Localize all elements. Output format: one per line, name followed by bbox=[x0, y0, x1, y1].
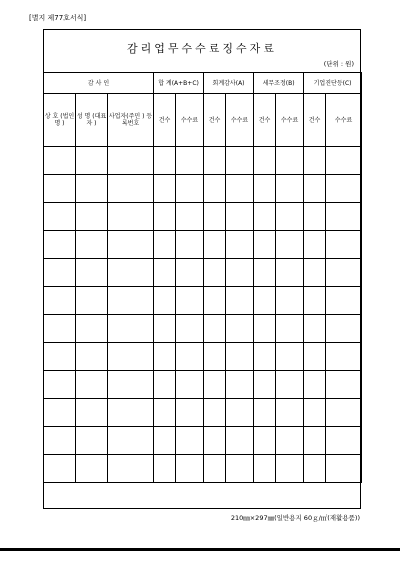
entry-cell[interactable] bbox=[276, 203, 304, 231]
entry-cell[interactable] bbox=[76, 287, 108, 315]
entry-cell[interactable] bbox=[304, 343, 326, 371]
entry-cell[interactable] bbox=[108, 175, 154, 203]
entry-cell[interactable] bbox=[176, 231, 204, 259]
entry-cell[interactable] bbox=[76, 427, 108, 455]
entry-cell[interactable] bbox=[76, 371, 108, 399]
entry-cell[interactable] bbox=[76, 315, 108, 343]
entry-cell[interactable] bbox=[76, 343, 108, 371]
entry-cell[interactable] bbox=[176, 147, 204, 175]
entry-cell[interactable] bbox=[44, 371, 76, 399]
entry-cell[interactable] bbox=[226, 203, 254, 231]
entry-cell[interactable] bbox=[254, 427, 276, 455]
entry-cell[interactable] bbox=[276, 455, 304, 483]
entry-cell[interactable] bbox=[176, 287, 204, 315]
table-row bbox=[44, 371, 362, 399]
entry-cell[interactable] bbox=[254, 175, 276, 203]
entry-cell[interactable] bbox=[76, 231, 108, 259]
entry-cell[interactable] bbox=[204, 399, 226, 427]
entry-cell[interactable] bbox=[176, 315, 204, 343]
entry-cell[interactable] bbox=[254, 399, 276, 427]
entry-cell[interactable] bbox=[76, 399, 108, 427]
entry-cell[interactable] bbox=[154, 315, 176, 343]
entry-cell[interactable] bbox=[154, 371, 176, 399]
entry-cell[interactable] bbox=[304, 175, 326, 203]
entry-cell[interactable] bbox=[154, 203, 176, 231]
entry-cell[interactable] bbox=[44, 427, 76, 455]
unit-note: (단위 : 원) bbox=[323, 60, 354, 68]
entry-cell[interactable] bbox=[176, 371, 204, 399]
entry-cell[interactable] bbox=[204, 455, 226, 483]
entry-cell[interactable] bbox=[326, 315, 362, 343]
entry-cell[interactable] bbox=[326, 259, 362, 287]
entry-cell[interactable] bbox=[276, 427, 304, 455]
entry-cell[interactable] bbox=[276, 371, 304, 399]
entry-cell[interactable] bbox=[204, 259, 226, 287]
entry-cell[interactable] bbox=[254, 147, 276, 175]
entry-cell[interactable] bbox=[44, 315, 76, 343]
entry-cell[interactable] bbox=[226, 259, 254, 287]
entry-cell[interactable] bbox=[44, 259, 76, 287]
entry-cell[interactable] bbox=[154, 175, 176, 203]
entry-cell[interactable] bbox=[326, 175, 362, 203]
entry-cell[interactable] bbox=[108, 287, 154, 315]
table-row bbox=[44, 399, 362, 427]
entry-cell[interactable] bbox=[254, 455, 276, 483]
entry-cell[interactable] bbox=[154, 427, 176, 455]
entry-cell[interactable] bbox=[276, 147, 304, 175]
entry-cell[interactable] bbox=[176, 427, 204, 455]
entry-cell[interactable] bbox=[326, 343, 362, 371]
entry-cell[interactable] bbox=[154, 231, 176, 259]
entry-cell[interactable] bbox=[108, 427, 154, 455]
entry-cell[interactable] bbox=[176, 203, 204, 231]
bottom-rule bbox=[0, 548, 400, 551]
table-row bbox=[44, 455, 362, 483]
table-row bbox=[44, 343, 362, 371]
entry-cell[interactable] bbox=[304, 147, 326, 175]
form-title: 감리업무수수료징수자료 bbox=[127, 42, 277, 55]
tax-b-header: 세무조정(B) bbox=[254, 73, 304, 94]
entry-cell[interactable] bbox=[204, 427, 226, 455]
entry-cell[interactable] bbox=[204, 287, 226, 315]
entry-cell[interactable] bbox=[44, 343, 76, 371]
entry-cell[interactable] bbox=[76, 203, 108, 231]
representative-header: 성 명 (대표자 ) bbox=[76, 94, 108, 147]
entry-cell[interactable] bbox=[204, 315, 226, 343]
count-header: 건수 bbox=[254, 94, 276, 147]
entry-cell[interactable] bbox=[44, 287, 76, 315]
entry-cell[interactable] bbox=[304, 315, 326, 343]
entry-cell[interactable] bbox=[204, 231, 226, 259]
entry-cell[interactable] bbox=[154, 287, 176, 315]
entry-cell[interactable] bbox=[254, 371, 276, 399]
entry-cell[interactable] bbox=[276, 315, 304, 343]
table-row bbox=[44, 259, 362, 287]
fee-header: 수수료 bbox=[226, 94, 254, 147]
entry-cell[interactable] bbox=[108, 343, 154, 371]
entry-cell[interactable] bbox=[226, 427, 254, 455]
entry-cell[interactable] bbox=[176, 455, 204, 483]
fee-header: 수수료 bbox=[176, 94, 204, 147]
entry-cell[interactable] bbox=[204, 203, 226, 231]
entry-cell[interactable] bbox=[108, 315, 154, 343]
entry-cell[interactable] bbox=[44, 203, 76, 231]
table-row bbox=[44, 287, 362, 315]
entry-cell[interactable] bbox=[326, 203, 362, 231]
entry-cell[interactable] bbox=[276, 259, 304, 287]
entry-cell[interactable] bbox=[276, 175, 304, 203]
entry-cell[interactable] bbox=[76, 147, 108, 175]
entry-cell[interactable] bbox=[44, 175, 76, 203]
entry-cell[interactable] bbox=[304, 203, 326, 231]
entry-cell[interactable] bbox=[154, 343, 176, 371]
entry-cell[interactable] bbox=[154, 455, 176, 483]
paper-spec: 210㎜×297㎜(일반용지 60ｇ/㎡(재활용품)) bbox=[230, 514, 360, 522]
entry-cell[interactable] bbox=[108, 399, 154, 427]
entry-cell[interactable] bbox=[204, 175, 226, 203]
entry-cell[interactable] bbox=[108, 203, 154, 231]
form-number: [별지 제77호서식] bbox=[29, 14, 87, 22]
entry-cell[interactable] bbox=[304, 399, 326, 427]
entry-cell[interactable] bbox=[226, 231, 254, 259]
audit-a-header: 회계감사(A) bbox=[204, 73, 254, 94]
entry-cell[interactable] bbox=[254, 287, 276, 315]
entry-cell[interactable] bbox=[326, 427, 362, 455]
entry-cell[interactable] bbox=[76, 455, 108, 483]
entry-cell[interactable] bbox=[226, 371, 254, 399]
entry-cell[interactable] bbox=[326, 231, 362, 259]
table-body bbox=[44, 147, 362, 483]
table-row bbox=[44, 147, 362, 175]
entry-cell[interactable] bbox=[304, 427, 326, 455]
entry-cell[interactable] bbox=[204, 147, 226, 175]
entry-cell[interactable] bbox=[226, 315, 254, 343]
entry-cell[interactable] bbox=[304, 231, 326, 259]
entry-cell[interactable] bbox=[226, 343, 254, 371]
entry-cell[interactable] bbox=[326, 371, 362, 399]
entry-cell[interactable] bbox=[154, 147, 176, 175]
entry-cell[interactable] bbox=[276, 287, 304, 315]
entry-cell[interactable] bbox=[304, 287, 326, 315]
total-header: 합 계(A+B+C) bbox=[154, 73, 204, 94]
entry-cell[interactable] bbox=[226, 399, 254, 427]
entry-cell[interactable] bbox=[108, 259, 154, 287]
entry-cell[interactable] bbox=[108, 371, 154, 399]
table-row bbox=[44, 231, 362, 259]
entry-cell[interactable] bbox=[254, 315, 276, 343]
header-row-2 bbox=[44, 94, 362, 147]
table-row bbox=[44, 203, 362, 231]
entry-cell[interactable] bbox=[154, 399, 176, 427]
entry-cell[interactable] bbox=[276, 399, 304, 427]
entry-cell[interactable] bbox=[176, 175, 204, 203]
entry-cell[interactable] bbox=[154, 259, 176, 287]
count-header: 건수 bbox=[154, 94, 176, 147]
table-row bbox=[44, 315, 362, 343]
entry-cell[interactable] bbox=[44, 147, 76, 175]
entry-cell[interactable] bbox=[326, 287, 362, 315]
entry-cell[interactable] bbox=[326, 147, 362, 175]
entry-cell[interactable] bbox=[204, 343, 226, 371]
entry-cell[interactable] bbox=[254, 231, 276, 259]
entry-cell[interactable] bbox=[76, 259, 108, 287]
entry-cell[interactable] bbox=[226, 455, 254, 483]
entry-cell[interactable] bbox=[304, 455, 326, 483]
entry-cell[interactable] bbox=[44, 455, 76, 483]
entry-cell[interactable] bbox=[226, 147, 254, 175]
entry-cell[interactable] bbox=[254, 259, 276, 287]
entry-cell[interactable] bbox=[176, 343, 204, 371]
entry-cell[interactable] bbox=[44, 231, 76, 259]
entry-cell[interactable] bbox=[254, 203, 276, 231]
entry-cell[interactable] bbox=[108, 231, 154, 259]
entry-cell[interactable] bbox=[304, 259, 326, 287]
diagnosis-c-header: 기업진단등(C) bbox=[304, 73, 362, 94]
fee-header: 수수료 bbox=[326, 94, 362, 147]
count-header: 건수 bbox=[304, 94, 326, 147]
entry-cell[interactable] bbox=[176, 399, 204, 427]
auditor-header: 감 사 인 bbox=[44, 73, 154, 94]
entry-cell[interactable] bbox=[44, 399, 76, 427]
trade-name-header: 상 호 (법인명 ) bbox=[44, 94, 76, 147]
entry-cell[interactable] bbox=[226, 287, 254, 315]
entry-cell[interactable] bbox=[176, 259, 204, 287]
fee-table bbox=[43, 72, 362, 483]
entry-cell[interactable] bbox=[254, 343, 276, 371]
fee-header: 수수료 bbox=[276, 94, 304, 147]
header-row-1 bbox=[44, 73, 362, 94]
count-header: 건수 bbox=[204, 94, 226, 147]
entry-cell[interactable] bbox=[276, 231, 304, 259]
entry-cell[interactable] bbox=[226, 175, 254, 203]
entry-cell[interactable] bbox=[108, 455, 154, 483]
form-frame bbox=[43, 29, 361, 509]
entry-cell[interactable] bbox=[204, 371, 226, 399]
entry-cell[interactable] bbox=[326, 455, 362, 483]
table-row bbox=[44, 175, 362, 203]
entry-cell[interactable] bbox=[326, 399, 362, 427]
entry-cell[interactable] bbox=[304, 371, 326, 399]
table-row bbox=[44, 427, 362, 455]
entry-cell[interactable] bbox=[276, 343, 304, 371]
entry-cell[interactable] bbox=[76, 175, 108, 203]
registration-no-header: 사업자(주민 ) 등록번호 bbox=[108, 94, 154, 147]
entry-cell[interactable] bbox=[108, 147, 154, 175]
